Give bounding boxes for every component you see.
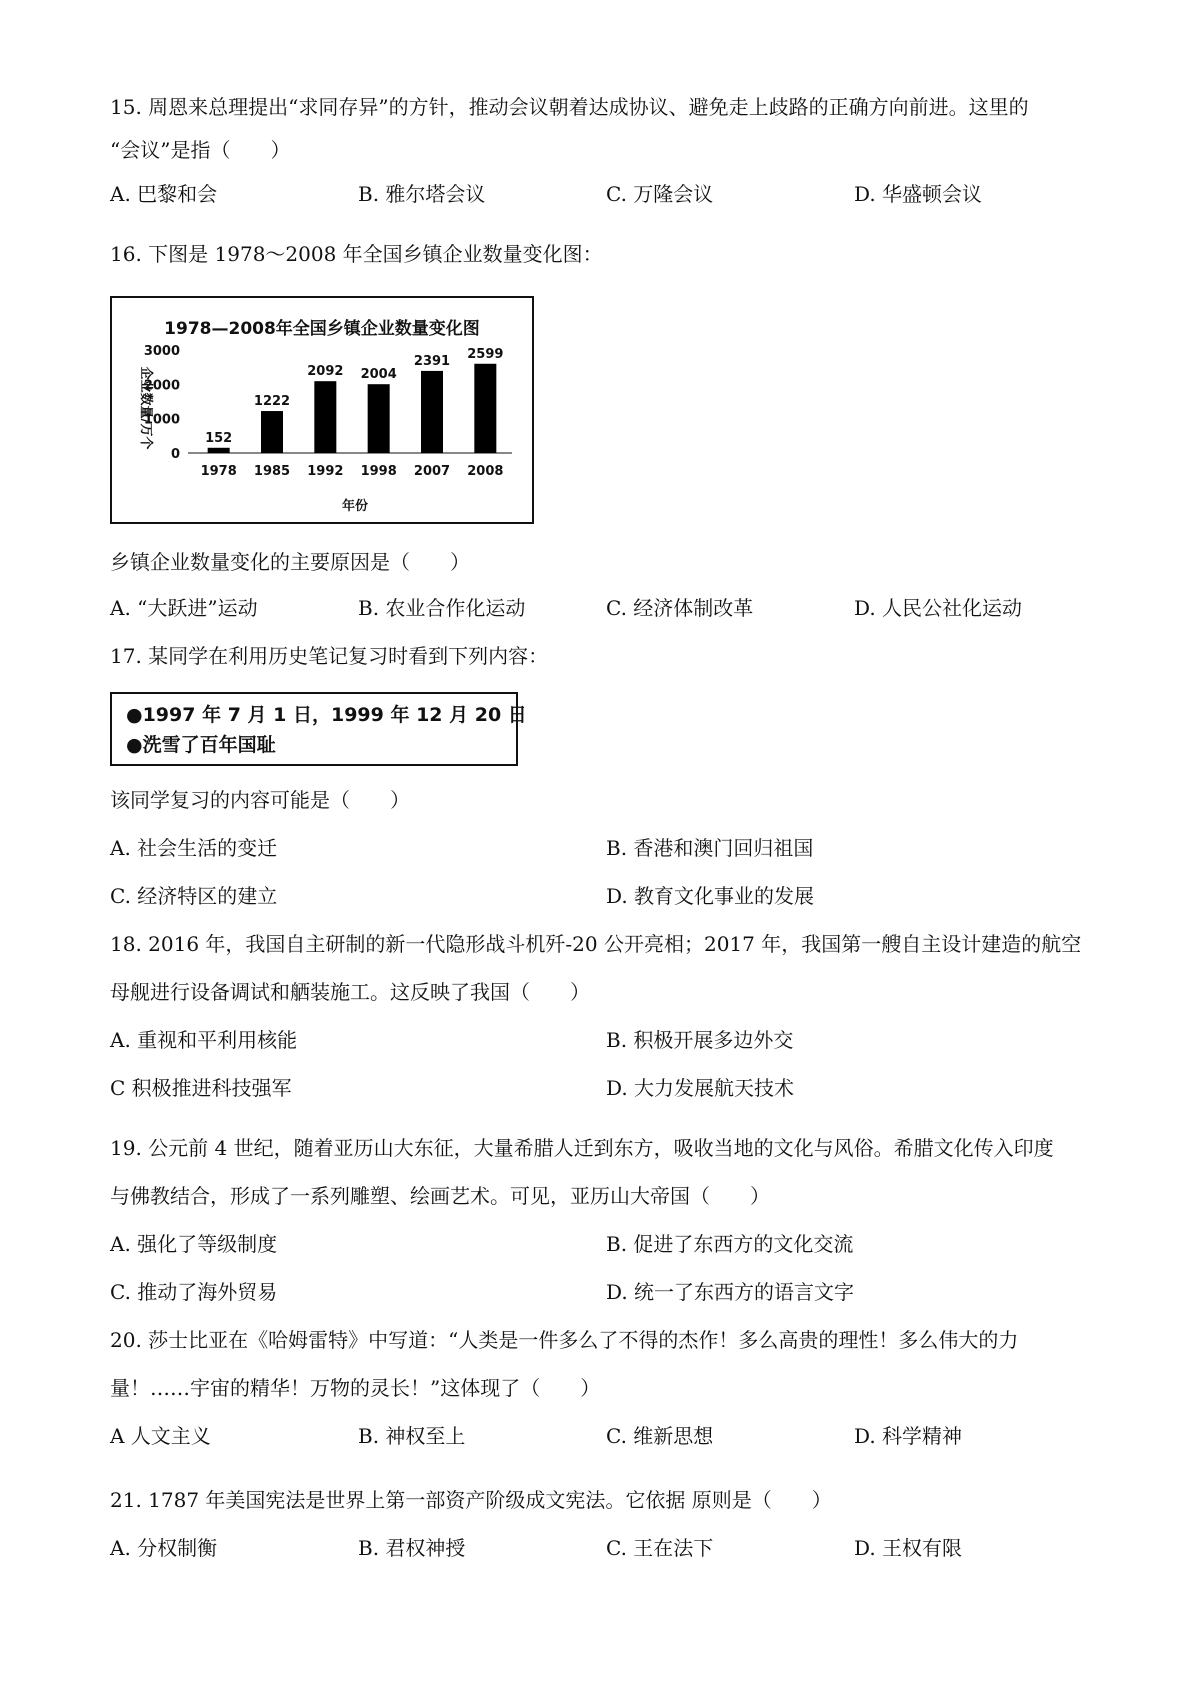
- bar-value-label: 1222: [253, 394, 291, 410]
- q15-stem-line2: “会议”是指（ ）: [110, 138, 291, 162]
- q19-option-c: C. 推动了海外贸易: [110, 1280, 278, 1304]
- bar: [421, 371, 443, 453]
- x-tick-label: 1998: [360, 464, 397, 479]
- q20-option-a: A 人文主义: [110, 1424, 211, 1448]
- q19-option-b: B. 促进了东西方的文化交流: [606, 1232, 854, 1256]
- q16-option-c: C. 经济体制改革: [606, 596, 754, 620]
- q21-stem: 21. 1787 年美国宪法是世界上第一部资产阶级成文宪法。它依据 原则是（ ）: [110, 1488, 832, 1512]
- q20-option-c: C. 维新思想: [606, 1424, 714, 1448]
- q15-option-b: B. 雅尔塔会议: [358, 182, 486, 206]
- q17-question: 该同学复习的内容可能是（ ）: [110, 788, 410, 812]
- bar: [368, 384, 390, 453]
- bar-value-label: 2599: [467, 346, 504, 362]
- q15-option-d: D. 华盛顿会议: [854, 182, 983, 206]
- y-tick-label: 1000: [143, 412, 180, 428]
- x-tick-label: 2008: [467, 464, 504, 479]
- q19-option-d: D. 统一了东西方的语言文字: [606, 1280, 855, 1304]
- q18-option-b: B. 积极开展多边外交: [606, 1028, 794, 1052]
- q15-option-c: C. 万隆会议: [606, 182, 714, 206]
- bar-value-label: 152: [205, 430, 233, 446]
- q16-question: 乡镇企业数量变化的主要原因是（ ）: [110, 550, 470, 574]
- q18-option-d: D. 大力发展航天技术: [606, 1076, 795, 1100]
- y-tick-label: 3000: [143, 344, 180, 359]
- note-box: [110, 692, 527, 766]
- bar-chart: [112, 298, 532, 522]
- x-tick-label: 2007: [413, 464, 451, 479]
- q16-option-b: B. 农业合作化运动: [358, 596, 526, 620]
- q21-option-a: A. 分权制衡: [110, 1536, 218, 1560]
- q18-stem-line1: 18. 2016 年，我国自主研制的新一代隐形战斗机歼-20 公开亮相；2017 年，我国第一艘自主设计建造的航空: [110, 932, 1082, 956]
- note-line-dates: ●1997 年 7 月 1 日，1999 年 12 月 20 日: [126, 704, 527, 726]
- q18-stem-line2: 母舰进行设备调试和舾装施工。这反映了我国（ ）: [110, 980, 590, 1004]
- q16-stem: 16. 下图是 1978～2008 年全国乡镇企业数量变化图：: [110, 242, 603, 266]
- bar-value-label: 2092: [307, 364, 344, 380]
- chart-frame: [110, 296, 534, 524]
- bar: [208, 448, 230, 453]
- bar: [474, 364, 496, 453]
- q16-option-a: A. “大跃进”运动: [110, 596, 258, 620]
- q20-option-d: D. 科学精神: [854, 1424, 963, 1448]
- q19-stem-line1: 19. 公元前 4 世纪，随着亚历山大东征，大量希腊人迁到东方，吸收当地的文化与风俗。希腊文化传入印度: [110, 1136, 1054, 1160]
- chart-title: 1978—2008年全国乡镇企业数量变化图: [164, 319, 480, 339]
- y-tick-label: 0: [170, 447, 180, 462]
- q20-stem-line1: 20. 莎士比亚在《哈姆雷特》中写道：“人类是一件多么了不得的杰作！多么高贵的理性！多么伟大的力: [110, 1328, 1019, 1352]
- bar: [261, 411, 283, 453]
- x-tick-label: 1985: [253, 464, 291, 479]
- q17-stem: 17. 某同学在利用历史笔记复习时看到下列内容：: [110, 644, 549, 668]
- q17-option-d: D. 教育文化事业的发展: [606, 884, 815, 908]
- q15-option-a: A. 巴黎和会: [110, 182, 218, 206]
- bar-value-label: 2391: [413, 353, 451, 369]
- q21-option-c: C. 王在法下: [606, 1536, 714, 1560]
- y-tick-label: 2000: [143, 378, 180, 394]
- q21-option-b: B. 君权神授: [358, 1536, 466, 1560]
- bar: [314, 381, 336, 453]
- x-tick-label: 1992: [307, 464, 344, 479]
- chart-y-axis-label: 企业数量/万个: [138, 366, 153, 450]
- q18-option-a: A. 重视和平利用核能: [110, 1028, 298, 1052]
- q20-stem-line2: 量！……宇宙的精华！万物的灵长！”这体现了（ ）: [110, 1376, 601, 1400]
- x-tick-label: 1978: [200, 464, 237, 479]
- q17-option-c: C. 经济特区的建立: [110, 884, 278, 908]
- chart-x-axis-label: 年份: [341, 499, 369, 514]
- q16-option-d: D. 人民公社化运动: [854, 596, 1023, 620]
- q20-option-b: B. 神权至上: [358, 1424, 466, 1448]
- q17-option-b: B. 香港和澳门回归祖国: [606, 836, 814, 860]
- q19-stem-line2: 与佛教结合，形成了一系列雕塑、绘画艺术。可见，亚历山大帝国（ ）: [110, 1184, 770, 1208]
- chart-marks: [144, 344, 512, 479]
- q17-option-a: A. 社会生活的变迁: [110, 836, 278, 860]
- q18-option-c: C 积极推进科技强军: [110, 1076, 292, 1100]
- q19-option-a: A. 强化了等级制度: [110, 1232, 278, 1256]
- note-line-shame: ●洗雪了百年国耻: [126, 734, 276, 756]
- bar-value-label: 2004: [360, 367, 397, 383]
- q15-stem-line1: 15. 周恩来总理提出“求同存异”的方针，推动会议朝着达成协议、避免走上歧路的正确方向前进。这里的: [110, 95, 1029, 119]
- q21-option-d: D. 王权有限: [854, 1536, 963, 1560]
